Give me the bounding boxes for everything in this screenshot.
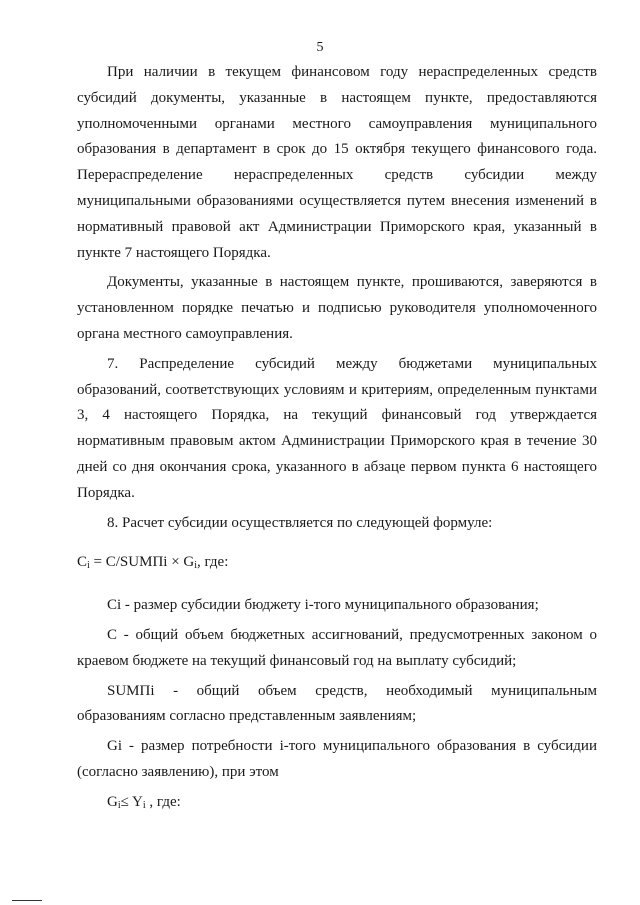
condition-lhs-sub: i <box>117 799 121 811</box>
definition-sum: SUMПi - общий объем средств, необходимый муниципальным образованиям согласно представленным заявлениям; <box>77 682 597 725</box>
condition-op: ≤ Y <box>120 793 143 810</box>
paragraph-item-8: 8. Расчет субсидии осуществляется по следующей формуле: <box>107 514 493 531</box>
formula-mid: = C/SUMПi × G <box>89 554 195 571</box>
paragraph-item-7: 7. Распределение субсидий между бюджетами муниципальных образований, соответствующих условиям и критериям, определенным пунктами 3, 4 настоящего Порядка, на текущий финансовый год утверждается нормативным правовым актом Администрации Приморского края в течение 30 дней со дня окончания срока, указанного в абзаце первом пункта 6 настоящего Порядка. <box>77 355 597 501</box>
condition-formula <box>77 790 597 819</box>
formula-lhs-sub: i <box>87 560 90 572</box>
formula-mid-sub: i <box>194 560 198 572</box>
definition-gi: Gi - размер потребности i-того муниципального образования в субсидии (согласно заявлению), при этом <box>77 738 597 780</box>
condition-lhs: G <box>107 793 118 810</box>
page-number: 5 <box>316 40 324 55</box>
formula-lhs: C <box>77 554 88 571</box>
document-body <box>77 60 597 819</box>
paragraph-documents-binding: Документы, указанные в настоящем пункте, прошиваются, заверяются в установленном порядке печатью и подписью руководителя уполномоченного органа местного самоуправления. <box>77 274 597 342</box>
subsidy-formula <box>77 550 597 579</box>
condition-rhs-sub: i <box>142 799 146 811</box>
definition-ci: Ci - размер субсидии бюджету i-того муниципального образования; <box>107 597 539 614</box>
paragraph-redistribution: При наличии в текущем финансовом году нераспределенных средств субсидий документы, указанные в настоящем пункте, предоставляются уполномоченными органами местного самоуправления муниципального образования в департамент в срок до 15 октября текущего финансового года. Перераспределение нераспределенных средств субсидии между муниципальными образованиями осуществляется путем внесения изменений в нормативный правовой акт Администрации Приморского края, указанный в пункте 7 настоящего Порядка. <box>77 64 597 261</box>
formula-tail: , где: <box>197 554 229 571</box>
page-edge-mark <box>12 900 42 901</box>
condition-tail: , где: <box>145 793 181 810</box>
definition-c: С - общий объем бюджетных ассигнований, предусмотренных законом о краевом бюджете на текущий финансовый год на выплату субсидий; <box>77 626 597 669</box>
